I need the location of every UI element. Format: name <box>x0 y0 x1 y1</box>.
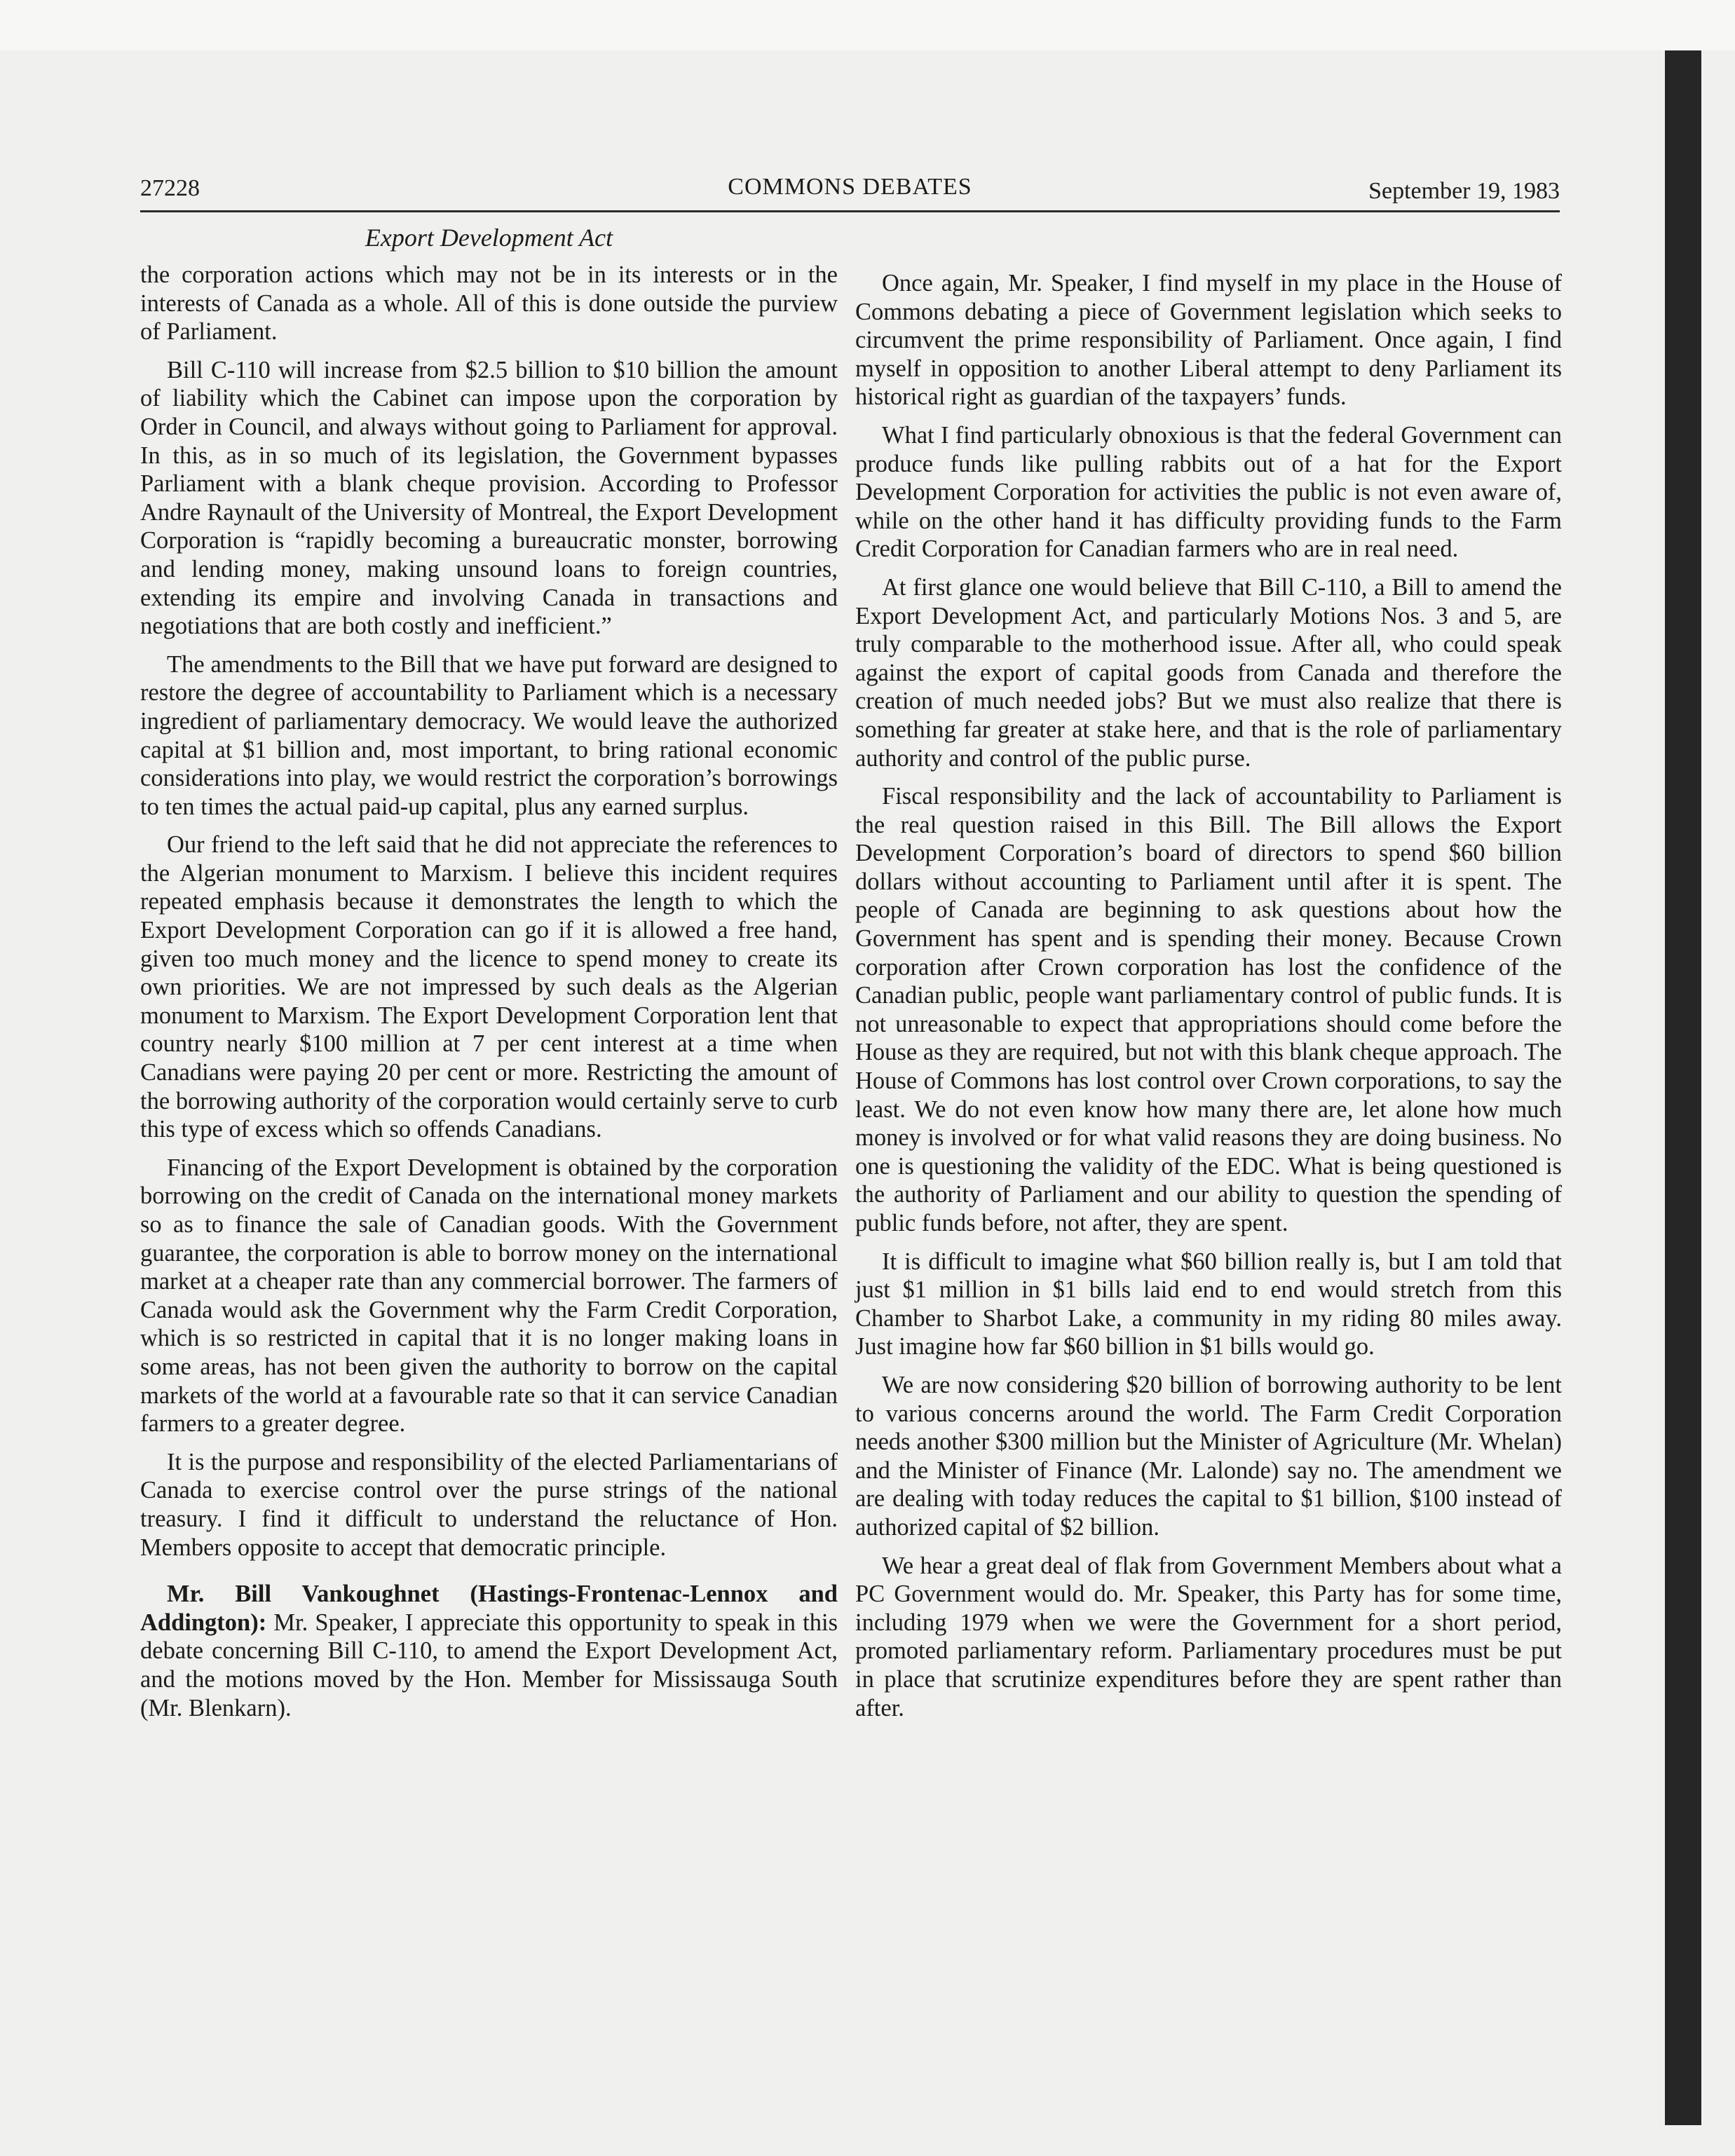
running-head: Export Development Act <box>365 224 613 252</box>
paragraph: Our friend to the left said that he did not appreciate the references to the Algerian monument to Marxism. I believe this incident requires repeated emphasis because it demonstrates the length to which the Export Development Corporation can go if it is allowed a free hand, given too much money and the licence to spend money to create its own priorities. We are not impressed by such deals as the Algerian monument to Marxism. The Export Development Corporation lent that country nearly $100 million at 7 per cent interest at a time when Canadians were paying 20 per cent or more. Restricting the amount of the borrowing authority of the corporation would certainly serve to curb this type of excess which so offends Canadians. <box>140 831 838 1143</box>
paragraph: It is difficult to imagine what $60 billion really is, but I am told that just $1 million in $1 bills laid end to end would stretch from this Chamber to Sharbot Lake, a community in my riding 80 miles away. Just imagine how far $60 billion in $1 bills would go. <box>855 1248 1562 1360</box>
paragraph: Bill C-110 will increase from $2.5 billion to $10 billion the amount of liability which the Cabinet can impose upon the corporation by Order in Council, and always without going to Parliament for approval. In this, as in so much of its legislation, the Government bypasses Parliament with a blank cheque provision. According to Professor Andre Raynault of the University of Montreal, the Export Development Corporation is “rapidly becoming a bureaucratic monster, borrowing and lending money, making unsound loans to foreign countries, extending its empire and involving Canada in transactions and negotiations that are both costly and inefficient.” <box>140 356 838 640</box>
paragraph: Financing of the Export Development is obtained by the corporation borrowing on the credit of Canada on the international money markets so as to finance the sale of Canadian goods. With the Government guarantee, the corporation is able to borrow money on the international market at a cheaper rate than any commercial borrower. The farmers of Canada would ask the Government why the Farm Credit Corporation, which is so restricted in capital that it is no longer making loans in some areas, has not been given the authority to borrow on the capital markets of the world at a favourable rate so that it can service Canadian farmers to a greater degree. <box>140 1154 838 1438</box>
speaker-paragraph <box>140 1580 838 1722</box>
left-column <box>140 261 838 1732</box>
paragraph: Fiscal responsibility and the lack of accountability to Parliament is the real question raised in this Bill. The Bill allows the Export Development Corporation’s board of directors to spend $60 billion dollars without accounting to Parliament until after it is spent. The people of Canada are beginning to ask questions about how the Government has spent and is spending their money. Because Crown corporation after Crown corporation has lost the confidence of the Canadian public, people want parliamentary control of public funds. It is not unreasonable to expect that appropriations should come before the House as they are required, but not with this blank cheque approach. The House of Commons has lost control over Crown corporations, to say the least. We do not even know how many there are, let alone how much money is involved or for what valid reasons they are doing business. No one is questioning the validity of the EDC. What is being questioned is the authority of Parliament and our ability to question the spending of public funds before, not after, they are spent. <box>855 783 1562 1236</box>
scan-margin <box>0 0 1735 50</box>
paragraph: the corporation actions which may not be in its interests or in the interests of Canada as a whole. All of this is done outside the purview of Parliament. <box>140 261 838 346</box>
page-number: 27228 <box>140 175 200 201</box>
paragraph: At first glance one would believe that Bill C-110, a Bill to amend the Export Development Act, and particularly Motions Nos. 3 and 5, are truly comparable to the motherhood issue. After all, who could speak against the export of capital goods from Canada and therefore the creation of much needed jobs? But we must also realize that there is something far greater at stake here, and that is the role of parliamentary authority and control of the public purse. <box>855 573 1562 772</box>
scan-edge-bar <box>1665 50 1701 2125</box>
speaker-text: Mr. Speaker, I appreciate this opportunity to speak in this debate concerning Bill C-110, to amend the Export Development Act, and the motions moved by the Hon. Member for Mississauga South (Mr. Blenkarn). <box>140 1609 838 1721</box>
publication-title: COMMONS DEBATES <box>728 174 972 200</box>
page-header <box>140 168 1560 212</box>
speaker-name: Mr. Bill Vankoughnet (Hastings-Frontenac-Lennox and Addington): <box>140 1581 838 1636</box>
paragraph: It is the purpose and responsibility of the elected Parliamentarians of Canada to exercise control over the purse strings of the national treasury. I find it difficult to understand the reluctance of Hon. Members opposite to accept that democratic principle. <box>140 1448 838 1561</box>
paragraph: Once again, Mr. Speaker, I find myself in my place in the House of Commons debating a piece of Government legislation which seeks to circumvent the prime responsibility of Parliament. Once again, I find myself in opposition to another Liberal attempt to deny Parliament its historical right as guardian of the taxpayers’ funds. <box>855 270 1562 411</box>
publication-date: September 19, 1983 <box>1368 178 1560 204</box>
paragraph: We hear a great deal of flak from Government Members about what a PC Government would do. Mr. Speaker, this Party has for some time, including 1979 when we were the Government for a short period, promoted parliamentary reform. Parliamentary procedures must be put in place that scrutinize expenditures before they are spent rather than after. <box>855 1552 1562 1721</box>
paragraph: What I find particularly obnoxious is that the federal Government can produce funds like pulling rabbits out of a hat for the Export Development Corporation for activities the public is not even aware of, while on the other hand it has difficulty providing funds to the Farm Credit Corporation for Canadian farmers who are in real need. <box>855 421 1562 563</box>
right-column <box>855 269 1562 1732</box>
paragraph: The amendments to the Bill that we have put forward are designed to restore the degree of accountability to Parliament which is a necessary ingredient of parliamentary democracy. We would leave the authorized capital at $1 billion and, most important, to bring rational economic considerations into play, we would restrict the corporation’s borrowings to ten times the actual paid-up capital, plus any earned surplus. <box>140 650 838 820</box>
paragraph: We are now considering $20 billion of borrowing authority to be lent to various concerns around the world. The Farm Credit Corporation needs another $300 million but the Minister of Agriculture (Mr. Whelan) and the Minister of Finance (Mr. Lalonde) say no. The amendment we are dealing with today reduces the capital to $1 billion, $100 instead of authorized capital of $2 billion. <box>855 1371 1562 1541</box>
